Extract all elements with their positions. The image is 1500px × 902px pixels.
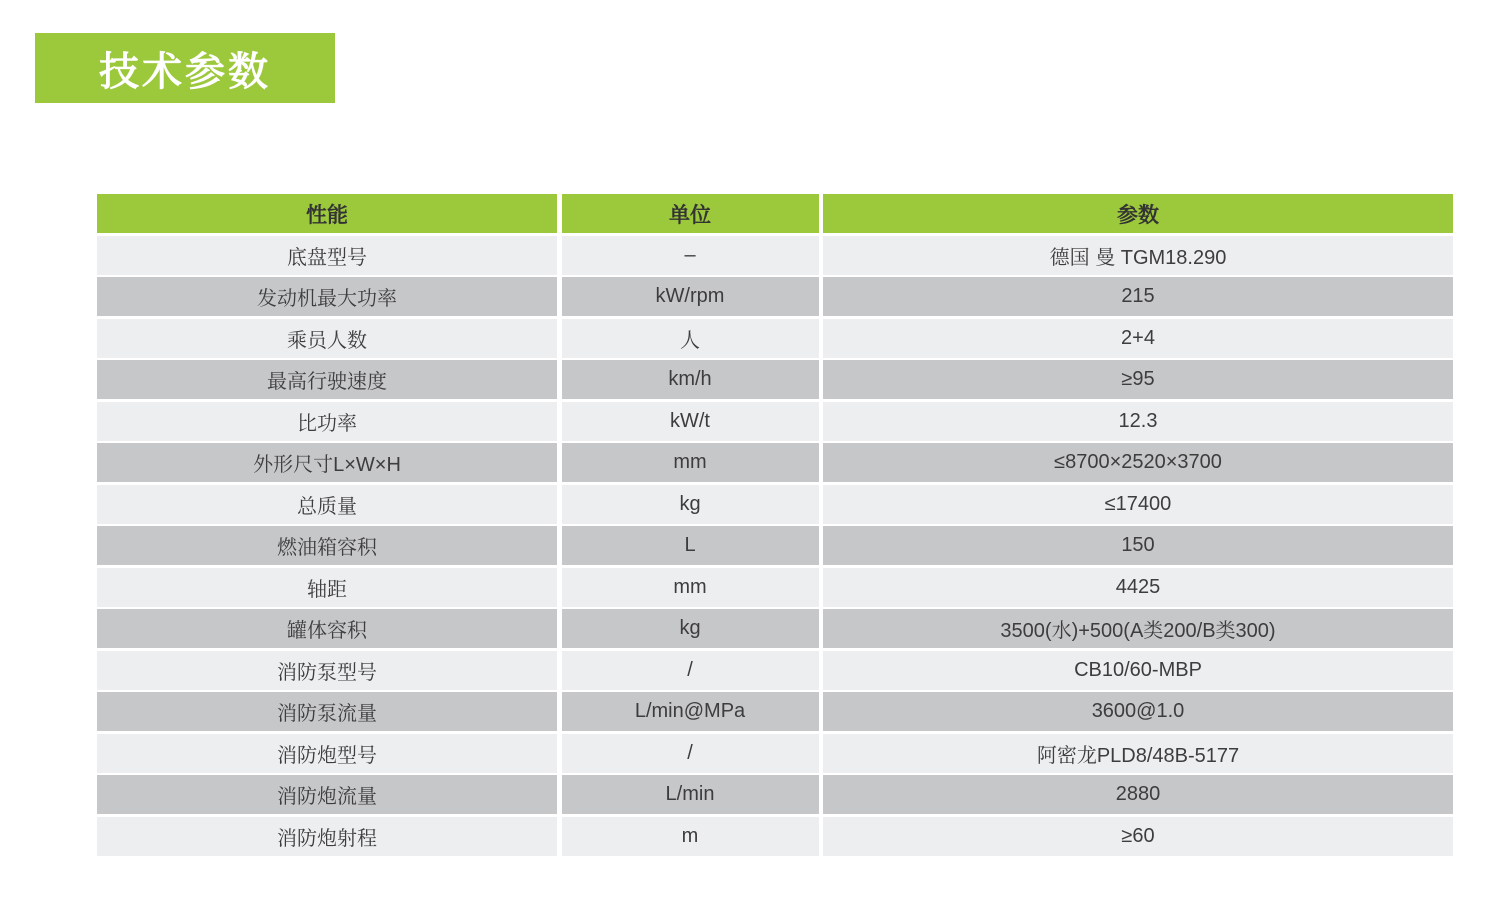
header-cell-performance: 性能 <box>97 194 557 233</box>
spec-value-cell: 德国 曼 TGM18.290 <box>823 236 1453 275</box>
spec-name-cell: 消防泵流量 <box>97 692 557 731</box>
spec-unit-cell: km/h <box>562 360 819 399</box>
spec-unit-cell: 人 <box>562 319 819 358</box>
spec-unit-cell: kW/rpm <box>562 277 819 316</box>
spec-value-cell: ≤17400 <box>823 485 1453 524</box>
spec-name-cell: 消防炮型号 <box>97 734 557 773</box>
spec-value-cell: ≥60 <box>823 817 1453 856</box>
spec-unit-cell: L/min <box>562 775 819 814</box>
spec-value-cell: CB10/60-MBP <box>823 651 1453 690</box>
spec-value-cell: 12.3 <box>823 402 1453 441</box>
spec-name-cell: 燃油箱容积 <box>97 526 557 565</box>
spec-name-cell: 发动机最大功率 <box>97 277 557 316</box>
spec-value-cell: 4425 <box>823 568 1453 607</box>
spec-unit-cell: kg <box>562 485 819 524</box>
spec-name-cell: 最高行驶速度 <box>97 360 557 399</box>
spec-unit-cell: m <box>562 817 819 856</box>
spec-name-cell: 轴距 <box>97 568 557 607</box>
spec-value-cell: 215 <box>823 277 1453 316</box>
header-cell-unit: 单位 <box>562 194 819 233</box>
spec-name-cell: 消防炮射程 <box>97 817 557 856</box>
spec-name-cell: 底盘型号 <box>97 236 557 275</box>
header-cell-parameter: 参数 <box>823 194 1453 233</box>
spec-unit-cell: / <box>562 734 819 773</box>
spec-name-cell: 罐体容积 <box>97 609 557 648</box>
spec-unit-cell: L/min@MPa <box>562 692 819 731</box>
spec-table <box>97 194 1453 856</box>
spec-unit-cell: mm <box>562 443 819 482</box>
spec-value-cell: ≤8700×2520×3700 <box>823 443 1453 482</box>
spec-name-cell: 消防泵型号 <box>97 651 557 690</box>
spec-unit-cell: / <box>562 651 819 690</box>
spec-name-cell: 消防炮流量 <box>97 775 557 814</box>
spec-value-cell: ≥95 <box>823 360 1453 399</box>
spec-name-cell: 比功率 <box>97 402 557 441</box>
spec-unit-cell: – <box>562 236 819 275</box>
spec-unit-cell: kW/t <box>562 402 819 441</box>
spec-value-cell: 2880 <box>823 775 1453 814</box>
spec-unit-cell: kg <box>562 609 819 648</box>
page-title: 技术参数 <box>35 33 335 103</box>
spec-name-cell: 总质量 <box>97 485 557 524</box>
spec-name-cell: 外形尺寸L×W×H <box>97 443 557 482</box>
spec-value-cell: 阿密龙PLD8/48B-5177 <box>823 734 1453 773</box>
spec-unit-cell: L <box>562 526 819 565</box>
spec-value-cell: 3500(水)+500(A类200/B类300) <box>823 609 1453 648</box>
spec-name-cell: 乘员人数 <box>97 319 557 358</box>
spec-unit-cell: mm <box>562 568 819 607</box>
spec-value-cell: 150 <box>823 526 1453 565</box>
spec-value-cell: 3600@1.0 <box>823 692 1453 731</box>
spec-value-cell: 2+4 <box>823 319 1453 358</box>
